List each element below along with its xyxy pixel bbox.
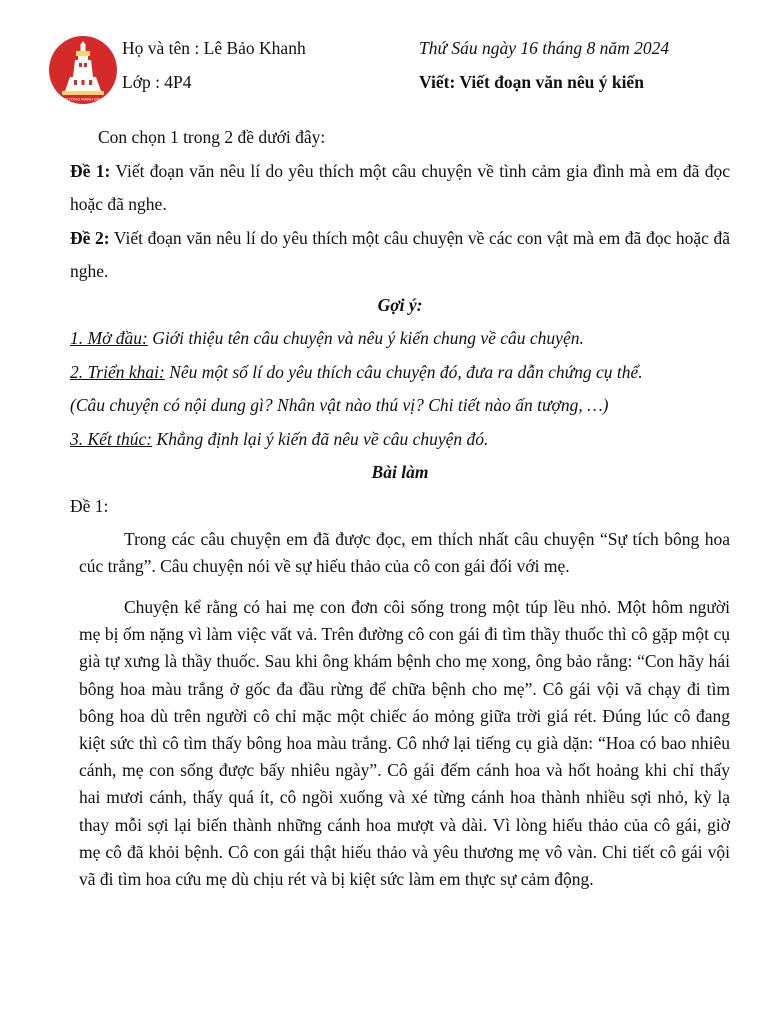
assignment-section bbox=[70, 121, 730, 523]
hint-1-text: Giới thiệu tên câu chuyện và nêu ý kiến chung về câu chuyện. bbox=[147, 328, 584, 348]
hint-3-label: 3. Kết thúc: bbox=[70, 428, 153, 449]
essay-paragraph-2-text: Chuyện kể rằng có hai mẹ con đơn côi sống trong một túp lều nhỏ. Một hôm người mẹ bị ốm nặng vì làm việc vất vả. Trên đường cô con gái đi tìm thầy thuốc thì cô gặp một cụ già tự xưng là thầy thuốc. Sau khi ông khám bệnh cho mẹ xong, ông bảo rằng: “Con hãy hái bông hoa màu trắng ở gốc đa đầu rừng để chữa bệnh cho mẹ”. Cô gái vội vã chạy đi tìm bông hoa dù trên người cô chỉ mặc một chiếc áo mỏng giữa trời giá rét. Đúng lúc cô đang kiệt sức thì cô tìm thấy bông hoa màu trắng. Cô nhớ lại tiếng cụ già dặn: “Hoa có bao nhiêu cánh, mẹ con sống được bấy nhiêu ngày”. Cô gái đếm cánh hoa và hốt hoảng khi chỉ thấy hai mươi cánh, thấy quá ít, cô ngồi xuống và xé từng cánh hoa thành nhiều sợi nhỏ, kỳ lạ thay mỗi sợi lại biến thành những cánh hoa mượt và dài. Vì lòng hiếu thảo của cô gái, giờ mẹ cô đã khỏi bệnh. Cô con gái thật hiếu thảo và yêu thương mẹ vô vàn. Chi tiết cô gái vội vã đi tìm hoa cứu mẹ dù chịu rét và bị kiệt sức làm em thực sự cảm động. bbox=[79, 597, 730, 890]
hint-1-label: 1. Mở đầu: bbox=[70, 328, 148, 348]
hint-2-text: Nêu một số lí do yêu thích câu chuyện đó, đưa ra dẫn chứng cụ thể. bbox=[164, 361, 643, 382]
date-line: Thứ Sáu ngày 16 tháng 8 năm 2024 bbox=[419, 38, 670, 58]
hints-title: Gợi ý: bbox=[377, 294, 423, 315]
instruction-intro: Con chọn 1 trong 2 đề dưới đây: bbox=[98, 127, 326, 147]
essay-paragraph-2 bbox=[79, 594, 730, 893]
topic-2-text: Viết đoạn văn nêu lí do yêu thích một câu chuyện về các con vật mà em đã đọc hoặc đã nghe. bbox=[70, 227, 731, 281]
hint-2-extra: (Câu chuyện có nội dung gì? Nhân vật nào thú vị? Chi tiết nào ấn tượng, …) bbox=[70, 395, 609, 415]
topic-1-label: Đề 1: bbox=[70, 160, 111, 181]
school-logo bbox=[48, 35, 118, 105]
topic-2 bbox=[70, 222, 730, 289]
subject-line: Viết: Viết đoạn văn nêu ý kiến bbox=[419, 72, 644, 92]
topic-2-label: Đề 2: bbox=[70, 227, 110, 248]
hint-1 bbox=[70, 322, 730, 356]
essay-paragraph-1-text: Trong các câu chuyện em đã được đọc, em thích nhất câu chuyện “Sự tích bông hoa cúc trắng”. Câu chuyện nói về sự hiếu thảo của cô con gái đối với mẹ. bbox=[79, 529, 730, 577]
school-logo-icon bbox=[48, 35, 118, 105]
hint-2-label: 2. Triển khai: bbox=[70, 361, 165, 382]
topic-1 bbox=[70, 155, 730, 222]
student-class: Lớp : 4P4 bbox=[122, 72, 192, 92]
hint-3 bbox=[70, 423, 730, 457]
answer-title: Bài làm bbox=[371, 462, 429, 482]
logo-caption: TRƯỜNG MẠNH ĐINH bbox=[62, 96, 104, 102]
topic-1-text: Viết đoạn văn nêu lí do yêu thích một câu chuyện về tình cảm gia đình mà em đã đọc hoặc đã nghe. bbox=[70, 160, 731, 214]
essay-paragraph-1 bbox=[79, 526, 730, 580]
answer-topic-label: Đề 1: bbox=[70, 495, 109, 516]
hint-2 bbox=[70, 356, 730, 390]
student-name: Họ và tên : Lê Bảo Khanh bbox=[122, 38, 306, 58]
hint-3-text: Khẳng định lại ý kiến đã nêu về câu chuyện đó. bbox=[152, 428, 489, 449]
